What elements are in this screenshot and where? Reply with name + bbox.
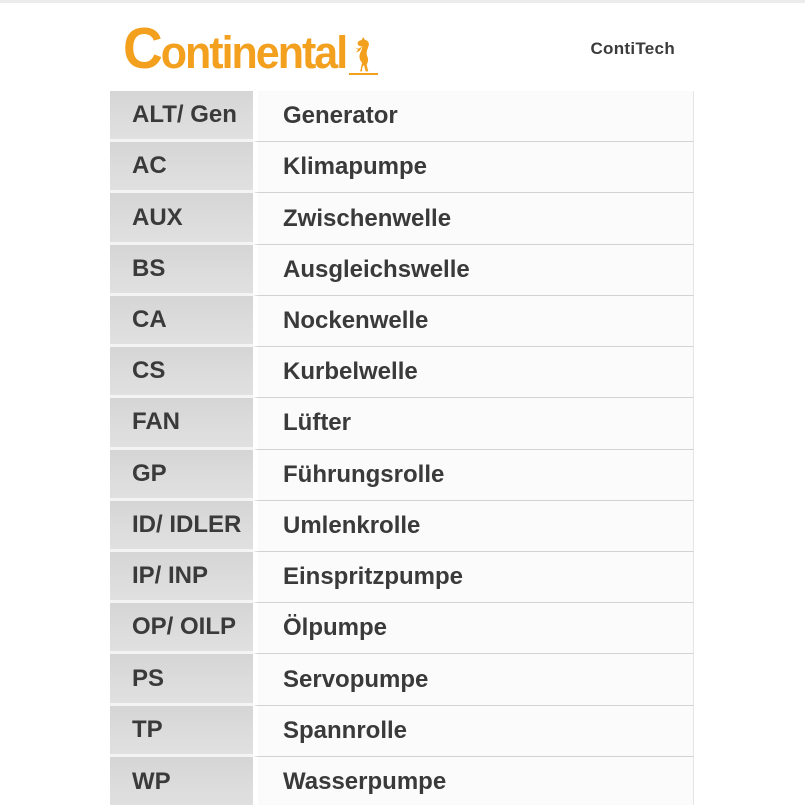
- term-cell: Ausgleichswelle: [253, 245, 694, 296]
- term-cell: Wasserpumpe: [253, 757, 694, 805]
- continental-logo-text: Continental: [123, 15, 347, 81]
- term-cell: Zwischenwelle: [253, 193, 694, 244]
- term-cell: Klimapumpe: [253, 142, 694, 193]
- abbreviation-legend-table: [110, 91, 694, 805]
- continental-logo: [123, 15, 378, 81]
- abbreviation-cell: AC: [110, 142, 253, 193]
- table-row: [110, 552, 694, 603]
- table-row: [110, 450, 694, 501]
- table-row: [110, 603, 694, 654]
- abbreviation-cell: IP/ INP: [110, 552, 253, 603]
- table-row: [110, 91, 694, 142]
- term-cell: Lüfter: [253, 398, 694, 449]
- table-row: [110, 706, 694, 757]
- continental-horse-icon: [349, 36, 378, 75]
- term-cell: Nockenwelle: [253, 296, 694, 347]
- table-row: [110, 296, 694, 347]
- term-cell: Einspritzpumpe: [253, 552, 694, 603]
- abbreviation-cell: GP: [110, 450, 253, 501]
- abbreviation-cell: CS: [110, 347, 253, 398]
- abbreviation-cell: ID/ IDLER: [110, 501, 253, 552]
- abbreviation-cell: ALT/ Gen: [110, 91, 253, 142]
- term-cell: Ölpumpe: [253, 603, 694, 654]
- table-row: [110, 347, 694, 398]
- term-cell: Kurbelwelle: [253, 347, 694, 398]
- abbreviation-cell: OP/ OILP: [110, 603, 253, 654]
- term-cell: Servopumpe: [253, 654, 694, 705]
- abbreviation-cell: TP: [110, 706, 253, 757]
- abbreviation-cell: WP: [110, 757, 253, 805]
- table-row: [110, 654, 694, 705]
- table-row: [110, 501, 694, 552]
- term-cell: Spannrolle: [253, 706, 694, 757]
- term-cell: Umlenkrolle: [253, 501, 694, 552]
- term-cell: Generator: [253, 91, 694, 142]
- abbreviation-cell: FAN: [110, 398, 253, 449]
- term-cell: Führungsrolle: [253, 450, 694, 501]
- table-row: [110, 757, 694, 805]
- table-row: [110, 398, 694, 449]
- abbreviation-cell: BS: [110, 245, 253, 296]
- contitech-brand-label: ContiTech: [590, 38, 675, 58]
- table-row: [110, 142, 694, 193]
- abbreviation-cell: PS: [110, 654, 253, 705]
- table-row: [110, 193, 694, 244]
- content-column: [110, 6, 694, 805]
- table-row: [110, 245, 694, 296]
- abbreviation-cell: AUX: [110, 193, 253, 244]
- abbreviation-cell: CA: [110, 296, 253, 347]
- header: [110, 6, 694, 91]
